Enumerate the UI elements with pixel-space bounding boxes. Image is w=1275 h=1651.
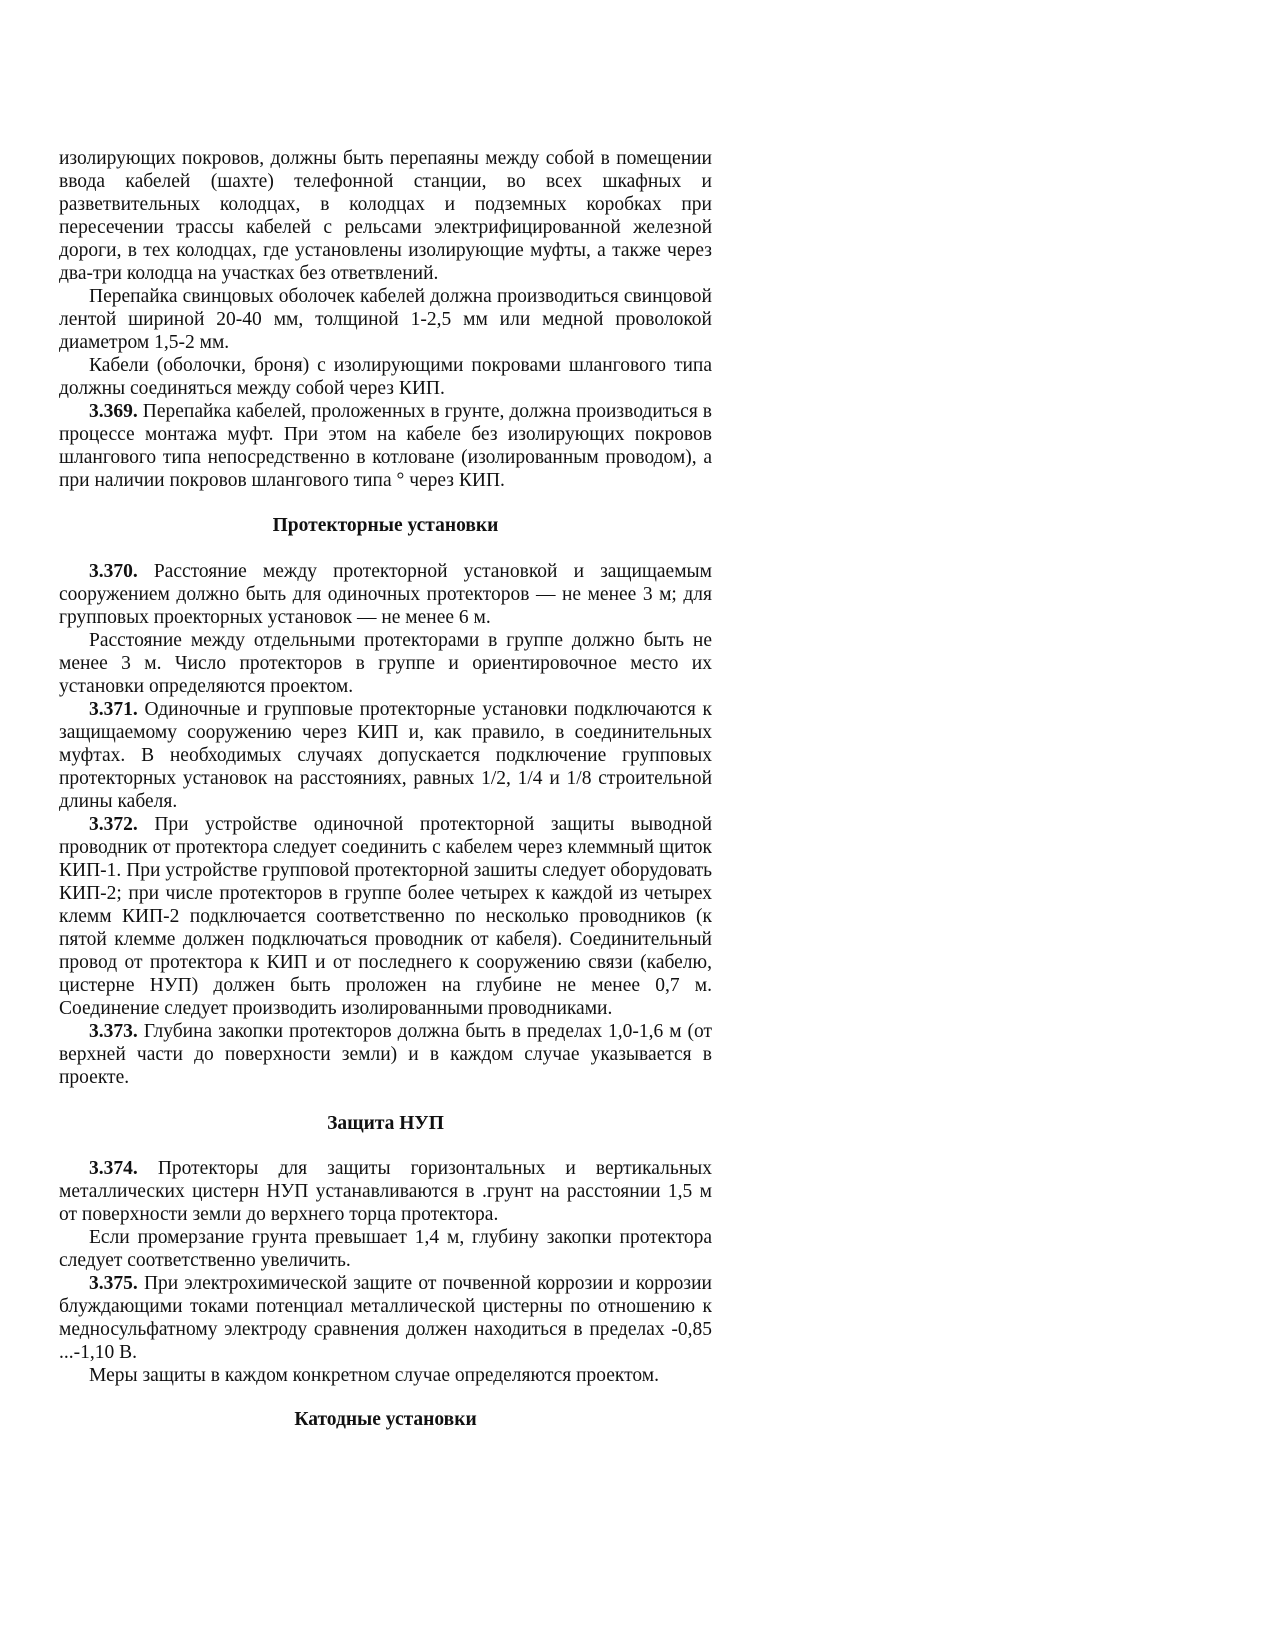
paragraph-3-372 bbox=[59, 813, 712, 1020]
paragraph-text: изолирующих покровов, должны быть перепаяны между собой в помещении ввода кабелей (шахте) телефонной станции, во всех шкафных и разветвительных колодцах, в колодцах и подземных коробках при пересечении трассы кабелей с рельсами электрифицированной железной дороги, в тех колодцах, где установлены изолирующие муфты, а также через два-три колодца на участках без ответвлений. bbox=[59, 148, 712, 284]
paragraph bbox=[59, 1364, 712, 1387]
clause-number: 3.373. bbox=[89, 1021, 138, 1042]
paragraph-text: Кабели (оболочки, броня) с изолирующими покровами шлангового типа должны соединяться между собой через КИП. bbox=[59, 355, 712, 399]
paragraph-text: Протекторы для защиты горизонтальных и вертикальных металлических цистерн НУП устанавливаются в .грунт на расстоянии 1,5 м от поверхности земли до верхнего торца протектора. bbox=[59, 1158, 712, 1225]
section-heading-cathodic-installations: Катодные установки bbox=[294, 1409, 477, 1430]
paragraph-text: При устройстве одиночной протекторной защиты выводной проводник от протектора следует соединить с кабелем через клеммный щиток КИП-1. При устройстве групповой протекторной зашиты следует оборудовать КИП-2; при числе протекторов в группе более четырех к каждой из четырех клемм КИП-2 подключается соответственно по несколько проводников (к пятой клемме должен подключаться проводник от кабеля). Соединительный провод от протектора к КИП и от последнего к сооружению связи (кабелю, цистерне НУП) должен быть проложен на глубине не менее 0,7 м. Соединение следует производить изолированными проводниками. bbox=[59, 814, 713, 1019]
paragraph-text: При электрохимической защите от почвенной коррозии и коррозии блуждающими токами потенциал металлической цистерны по отношению к медносульфатному электроду сравнения должен находиться в пределах -0,85 ...-1,10 В. bbox=[59, 1273, 712, 1363]
paragraph-continuation bbox=[59, 147, 712, 285]
clause-number: 3.371. bbox=[89, 699, 138, 720]
paragraph-3-375 bbox=[59, 1272, 712, 1364]
paragraph-3-369 bbox=[59, 400, 712, 492]
paragraph-text: Расстояние между отдельными протекторами в группе должно быть не менее 3 м. Число протекторов в группе и ориентировочное место их установки определяются проектом. bbox=[59, 630, 712, 697]
paragraph-text: Одиночные и групповые протекторные установки подключаются к защищаемому сооружению через КИП и, как правило, в соединительных муфтах. В необходимых случаях допускается подключение групповых протекторных установок на расстояниях, равных 1/2, 1/4 и 1/8 строительной длины кабеля. bbox=[59, 699, 713, 812]
paragraph bbox=[59, 285, 712, 354]
paragraph-3-370 bbox=[59, 560, 712, 629]
section-heading-protector-installations: Протекторные установки bbox=[272, 515, 499, 536]
paragraph-text: Перепайка кабелей, проложенных в грунте, должна производиться в процессе монтажа муфт. При этом на кабеле без изолирующих покровов шлангового типа непосредственно в котловане (изолированным проводом), а при наличии покровов шлангового типа ° через КИП. bbox=[59, 401, 713, 491]
paragraph-text: Меры защиты в каждом конкретном случае определяются проектом. bbox=[89, 1365, 659, 1386]
paragraph-text: Расстояние между протекторной установкой и защищаемым сооружением должно быть для одиночных протекторов — не менее 3 м; для групповых проекторных установок — не менее 6 м. bbox=[59, 561, 712, 628]
clause-number: 3.374. bbox=[89, 1158, 138, 1179]
document-page bbox=[59, 147, 712, 1431]
clause-number: 3.375. bbox=[89, 1273, 138, 1294]
clause-number: 3.372. bbox=[89, 814, 138, 835]
paragraph-3-371 bbox=[59, 698, 712, 813]
clause-number: 3.370. bbox=[89, 561, 138, 582]
paragraph-3-373 bbox=[59, 1020, 712, 1089]
paragraph-text: Перепайка свинцовых оболочек кабелей должна производиться свинцовой лентой шириной 20-40 мм, толщиной 1-2,5 мм или медной проволокой диаметром 1,5-2 мм. bbox=[59, 286, 712, 353]
paragraph-3-374 bbox=[59, 1157, 712, 1226]
paragraph bbox=[59, 354, 712, 400]
paragraph-text: Глубина закопки протекторов должна быть в пределах 1,0-1,6 м (от верхней части до поверхности земли) и в каждом случае указывается в проекте. bbox=[59, 1021, 713, 1088]
paragraph bbox=[59, 629, 712, 698]
paragraph-text: Если промерзание грунта превышает 1,4 м, глубину закопки протектора следует соответственно увеличить. bbox=[59, 1227, 712, 1271]
paragraph bbox=[59, 1226, 712, 1272]
section-heading-nup-protection: Защита НУП bbox=[327, 1113, 444, 1134]
clause-number: 3.369. bbox=[89, 401, 138, 422]
